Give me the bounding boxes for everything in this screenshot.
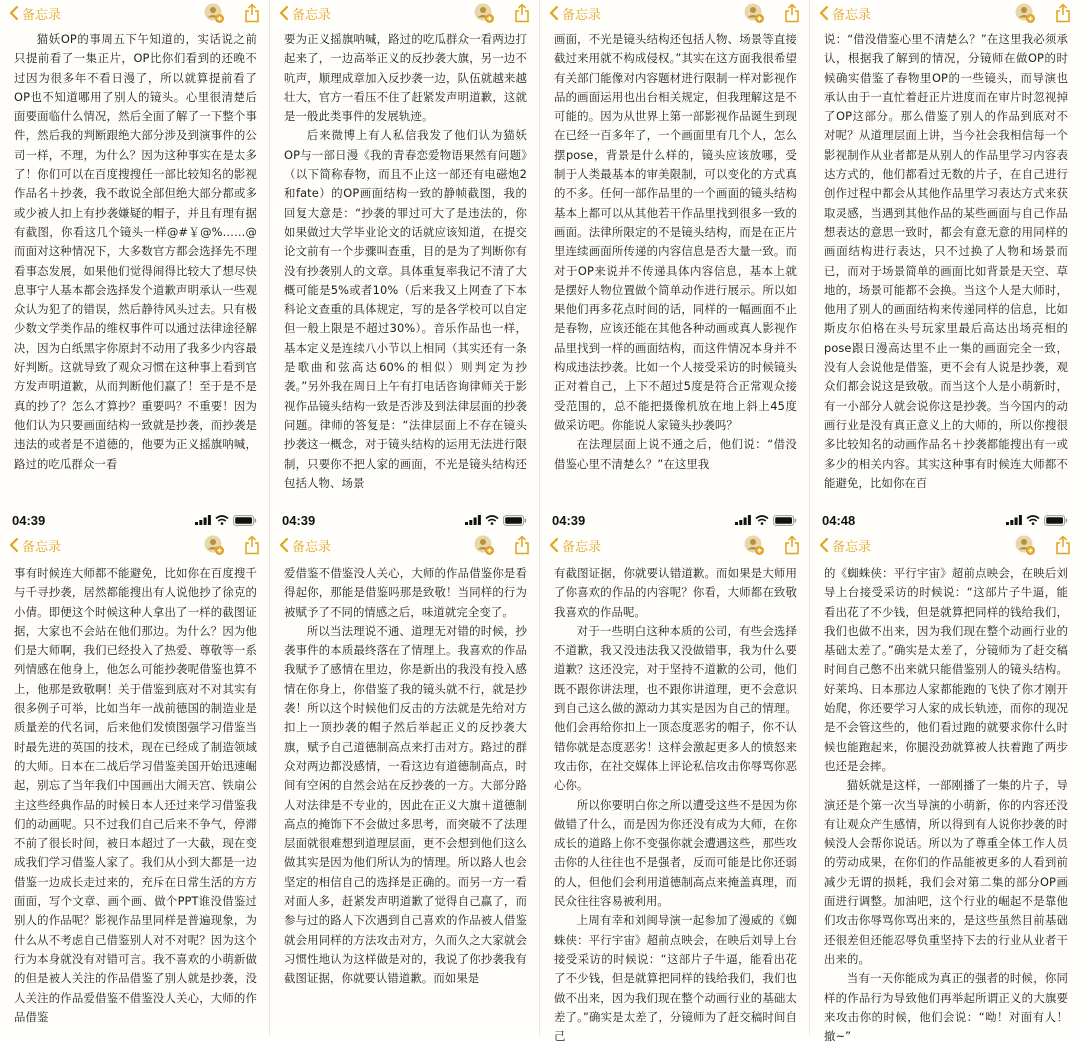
status-time: 04:39	[282, 512, 316, 528]
back-label: 备忘录	[832, 539, 872, 555]
signal-icon	[1006, 515, 1022, 525]
back-label: 备忘录	[292, 539, 332, 555]
paragraph: 猫妖就是这样，一部刚播了一集的片子，导演还是个第一次当导演的小萌新，你的内容还没有让观众产生感情，所以得到有人说你抄袭的时候没人会帮你说话。所以为了尊重全体工作人员的劳动成果，在你们的作品能被更多的人看到前减少无谓的损耗，我们会对第二集的部分OP画面进行调整。加油吧，这个行业的崛起不是靠他们攻击你辱骂你骂出来的，是这些虽然目前基础还很差但还能忍辱负重坚持下去的行业从业者干出来的。	[824, 778, 1068, 966]
chevron-left-icon	[818, 537, 830, 553]
back-button[interactable]	[8, 4, 61, 23]
share-icon	[243, 3, 261, 23]
back-button[interactable]	[548, 4, 601, 23]
back-label: 备忘录	[562, 7, 602, 23]
person-add-icon	[1014, 2, 1036, 24]
person-add-icon	[203, 534, 225, 556]
memo-text[interactable]	[14, 564, 257, 1036]
add-people-button[interactable]	[473, 534, 495, 556]
status-bar	[540, 508, 809, 532]
share-icon	[1054, 3, 1072, 23]
signal-icon	[195, 515, 211, 525]
person-add-icon	[203, 2, 225, 24]
paragraph: 在法理层面上说不通之后，他们说：“借没借鉴心里不清楚么？”在这里我	[554, 437, 797, 471]
nav-bar	[0, 0, 269, 26]
status-time: 04:39	[12, 512, 46, 528]
share-button[interactable]	[1054, 3, 1072, 23]
nav-bar	[270, 532, 539, 558]
nav-bar	[270, 0, 539, 26]
share-icon	[513, 3, 531, 23]
share-button[interactable]	[513, 535, 531, 555]
paragraph: 所以你要明白你之所以遭受这些不是因为你做错了什么，而是因为你还没有成为大师，在你成长的道路上你不变强你就会遭遇这些，那些攻击你的人往往也不是强者，反而可能是比你还弱的人，但他们会利用道德制高点来掩盖真理，而民众往往容易被利用。	[554, 797, 797, 909]
paragraph: 事有时候连大师都不能避免，比如你在百度搜千与千寻抄袭，居然都能搜出有人说他抄了徐克的小倩。即便这个时候这种人拿出了一样的截图证据，大家也不会站在他们那边。为什么？因为他们是大师啊，我们已经投入了热爱、尊敬等一系列情感在他身上，他怎么可能抄袭呢借鉴也算不上，他那是致敬啊！关于借鉴到底对不对其实有很多例子可举，比如当年一战前德国的制造业是质量差的代名词，后来他们发愤图强学习借鉴当时最先进的英国的技术，现在已经成了制造领域的大师。日本在二战后学习借鉴美国开始迅速崛起，别忘了当年我们中国画出大闹天宫、铁扇公主这些经典作品的时候日本人还过来学习借鉴我们的动画呢。只不过我们自己后来不争气，停滞不前了很长时间，被日本超过了一大截，现在变成我们学习借鉴人家了。我们从小到大都是一边借鉴一边成长走过来的，充斥在日常生活的方方面面，写个文章、画个画、做个PPT谁没借鉴过别人的作品呢？影视作品里同样是普遍现象，为什么从不考虑自己借鉴别人对不对呢？因为这个行为本身就没有对错可言。我不喜欢的小萌新做的但是被人关注的作品借鉴了别人就是抄袭，没人关注的作品爱借鉴不借鉴没人关心，大师的作品借鉴	[14, 566, 257, 1024]
chevron-left-icon	[818, 5, 830, 21]
share-icon	[243, 535, 261, 555]
chevron-left-icon	[278, 537, 290, 553]
nav-bar	[540, 0, 809, 26]
person-add-icon	[743, 2, 765, 24]
chevron-left-icon	[278, 5, 290, 21]
battery-icon	[773, 515, 797, 526]
share-icon	[783, 3, 801, 23]
add-people-button[interactable]	[1014, 534, 1036, 556]
person-add-icon	[1014, 534, 1036, 556]
add-people-button[interactable]	[743, 534, 765, 556]
memo-text[interactable]	[824, 30, 1068, 508]
share-icon	[1054, 535, 1072, 555]
nav-bar	[810, 0, 1080, 26]
signal-icon	[735, 515, 751, 525]
back-label: 备忘录	[292, 7, 332, 23]
person-add-icon	[743, 534, 765, 556]
memo-text[interactable]	[284, 564, 527, 1036]
back-label: 备忘录	[22, 7, 62, 23]
back-button[interactable]	[548, 536, 601, 555]
status-time: 04:48	[822, 512, 856, 528]
paragraph: 的《蜘蛛侠：平行宇宙》超前点映会，在映后刘导上台接受采访的时候说：“这部片子牛逼，能看出花了不少钱，但是就算把同样的钱给我们，我们也做不出来，因为我们现在整个动画行业的基础太差了。”确实是太差了，分镜师为了赶交稿时间自己憋不出来就只能借鉴别人的镜头结构。好莱坞、日本那边人家都能跑的飞快了你才刚开始爬，你还要学习人家的成长轨迹，而你的现况是不会管这些的，他们看过跑的就要求你什么时候也能跑起来，你腿没劲就算被人扶着跑了两步也还是会摔。	[824, 566, 1068, 773]
back-label: 备忘录	[22, 539, 62, 555]
memo-text[interactable]	[14, 30, 257, 508]
share-button[interactable]	[783, 3, 801, 23]
back-button[interactable]	[8, 536, 61, 555]
share-button[interactable]	[513, 3, 531, 23]
memo-screen-6	[270, 508, 540, 1036]
person-add-icon	[473, 534, 495, 556]
share-button[interactable]	[243, 535, 261, 555]
wifi-icon	[755, 515, 769, 525]
add-people-button[interactable]	[203, 2, 225, 24]
memo-screen-3	[540, 0, 810, 508]
memo-screen-4	[810, 0, 1080, 508]
memo-text[interactable]	[554, 564, 797, 1044]
paragraph: 上周有幸和刘闽导演一起参加了漫威的《蜘蛛侠：平行宇宙》超前点映会，在映后刘导上台接受采访的时候说：“这部片子牛逼，能看出花了不少钱，但是就算把同样的钱给我们，我们也做不出来，因为我们现在整个动画行业的基础太差了。”确实是太差了，分镜师为了赶交稿时间自己	[554, 913, 797, 1044]
battery-icon	[1044, 515, 1068, 526]
memo-text[interactable]	[284, 30, 527, 508]
status-time: 04:39	[552, 512, 586, 528]
paragraph: 当有一天你能成为真正的强者的时候，你同样的作品行为导致他们再举起所谓正义的大旗要来攻击你的时候，他们会说：“呦！对面有人！撤~”	[824, 971, 1068, 1044]
back-button[interactable]	[278, 536, 331, 555]
chevron-left-icon	[8, 537, 20, 553]
nav-bar	[0, 532, 269, 558]
share-button[interactable]	[1054, 535, 1072, 555]
paragraph: 爱借鉴不借鉴没人关心，大师的作品借鉴你是看得起你，那能是借鉴吗那是致敬！当同样的行为被赋予了不同的情感之后，味道就完全变了。	[284, 566, 527, 619]
battery-icon	[233, 515, 257, 526]
nav-bar	[810, 532, 1080, 558]
back-button[interactable]	[278, 4, 331, 23]
memo-screen-5	[0, 508, 270, 1036]
share-button[interactable]	[783, 535, 801, 555]
add-people-button[interactable]	[743, 2, 765, 24]
share-button[interactable]	[243, 3, 261, 23]
status-bar	[810, 508, 1080, 532]
add-people-button[interactable]	[1014, 2, 1036, 24]
paragraph: 猫妖OP的事周五下午知道的，实话说之前只提前看了一集正片，OP比你们看到的还晚不过因为很多年不看日漫了，所以就算提前看了OP也不知道哪用了别人的镜头。心里很清楚后面要面临什么情况，然后全面了解了一下整个事件，然后我的判断跟绝大部分涉及到演事件的公司一样，不理，为什么？因为这种事实在是太多了！你们可以在百度搜搜任一部比较知名的影视作品名＋抄袭，我不敢说全部但绝大部分都或多或少被人扣上有抄袭嫌疑的帽子，并且有理有据有截图，你看这几个镜头一样@#￥@%……@而面对这种情况下，大多数官方都会选择先不理看事态发展，如果他们觉得闹得比较大了想尽快息事宁人基本都会选择发个道歉声明承认一些观众认为犯了的错误，然后静待风头过去。只有极少数文学类作品的维权事件可以通过法律途径解决，因为白纸黑字你原封不动用了我多少内容最好判断。这就导致了观众习惯在这种事上看到官方发声明道歉，从而判断他们赢了！至于是不是真的抄了？怎么才算抄？重要吗？不重要！因为他们认为只要画面结构一致就是抄袭，而抄袭是违法的或者是不道德的，他要为正义摇旗呐喊，路过的吃瓜群众一看	[14, 32, 257, 471]
add-people-button[interactable]	[203, 534, 225, 556]
back-label: 备忘录	[832, 7, 872, 23]
battery-icon	[503, 515, 527, 526]
memo-screen-8	[810, 508, 1080, 1044]
person-add-icon	[473, 2, 495, 24]
nav-bar	[540, 532, 809, 558]
paragraph: 所以当法理说不通、道理无对错的时候，抄袭事件的本质最终落在了情理上。我喜欢的作品我赋予了感情在里边，你是新出的我没有投入感情在你身上，你借鉴了我的镜头就不行，就是抄袭！所以这个时候他们反击的方法就是先给对方扣上一顶抄袭的帽子然后举起正义的反抄袭大旗，赋予自己道德制高点来打击对方。路过的群众对两边都没感情，一看这边有道德制高点，时间有空闲的自然会站在反抄袭的一方。大部分路人对法律是不专业的，因此在正义大旗＋道德制高点的掩饰下不会做过多思考，而突破不了法理层面就很难想到道理层面，更不会想到他们这么做其实是因为他们所认为的情理。所以路人也会坚定的相信自己的选择是正确的。而另一方一看对面人多，赶紧发声明道歉了觉得自己赢了，而参与过的路人下次遇到自己喜欢的作品被人借鉴就会用同样的方法攻击对方，久而久之大家就会习惯性地认为这样做是对的，我说了你抄袭我有截图证据，你就要认错道歉。而如果是	[284, 623, 527, 986]
wifi-icon	[215, 515, 229, 525]
status-bar	[0, 508, 269, 532]
paragraph: 说：“借没借鉴心里不清楚么？”在这里我必须承认，根据我了解到的情况，分镜师在做OP的时候确实借鉴了春物里OP的一些镜头，而导演也承认由于一直忙着赶正片进度而在审片时忽视掉了OP这部分。那么借鉴了别人的作品到底对不对呢？从道理层面上讲，当今社会我相信每一个影视制作从业者都是从别人的作品里学习内容表达方式的，他们都看过无数的片子，在自己进行创作过程中都会从其他作品里学习表达方式来获取灵感，当遇到其他作品的某些画面与自己作品想表达的意思一致时，都会有意无意的用同样的画面结构进行表达，只不过换了人物和场景而已，而对于场景简单的画面比如背景是天空、草地的，场景可能都不会换。当这个人是大师时，他用了别人的画面结构来传递同样的信息，比如斯皮尔伯格在头号玩家里最后高达出场亮相的pose跟日漫高达里不止一集的画面完全一致，没有人会说他是借鉴，更不会有人说是抄袭，观众们都会说这是致敬。而当这个人是小萌新时，有一小部分人就会说你这是抄袭。当今国内的动画行业是没有真正意义上的大师的，所以你搜很多比较知名的动画作品名＋抄袭都能搜出有一或多少的相关内容。其实这种事有时候连大师都不能避免，比如你在百	[824, 32, 1068, 490]
memo-screen-2	[270, 0, 540, 508]
memo-text[interactable]	[824, 564, 1068, 1044]
paragraph: 后来微博上有人私信我发了他们认为猫妖OP与一部日漫《我的青春恋爱物语果然有问题》（以下简称春物，而且不止这一部还有电磁炮2和fate）的OP画面结构一致的静帧截图，我的回复大意是：“抄袭的罪过可大了是违法的，你如果做过大学毕业论文的话就应该知道，在提交论文前有一个步骤叫查重，目的是为了判断你有没有抄袭别人的文章。具体重复率我记不清了大概可能是5%或者10%（后来我又上网查了下本科论文查重的具体规定，写的是各学校可以自定但一般上限是不超过30%）。音乐作品也一样，基本定义是连续八小节以上相同（其实还有一条是歌曲和弦高达60%的相似）则判定为抄袭。”另外我在周日上午有打电话咨询律师关于影视作品镜头结构一致是否涉及到法律层面的抄袭问题。律师的答复是：“法律层面上不存在镜头抄袭这一概念，对于镜头结构的运用无法进行限制，只要你不把人家的画面，不光是镜头结构还包括人物、场景	[284, 128, 527, 490]
wifi-icon	[485, 515, 499, 525]
chevron-left-icon	[8, 5, 20, 21]
share-icon	[783, 535, 801, 555]
memo-screen-1	[0, 0, 270, 508]
status-bar	[270, 508, 539, 532]
share-icon	[513, 535, 531, 555]
back-button[interactable]	[818, 536, 871, 555]
chevron-left-icon	[548, 5, 560, 21]
paragraph: 对于一些明白这种本质的公司，有些会选择不道歉，我又没违法我又没做错事，我为什么要道歉？这还没完，对于坚持不道歉的公司，他们既不跟你讲法理，也不跟你讲道理，更不会意识到自己这么做的源动力其实是因为自己的情理。他们会再给你扣上一顶态度恶劣的帽子，你不认错你就是态度恶劣！这样会激起更多人的愤怒来攻击你，在社交媒体上评论私信攻击你辱骂你恶心你。	[554, 623, 797, 793]
paragraph: 画面，不光是镜头结构还包括人物、场景等直接截过来用就不构成侵权。”其实在这方面我很希望有关部门能像对内容题材进行限制一样对影视作品的画面运用也出台相关规定，但我理解这是不可能的。因为从世界上第一部影视作品诞生到现在已经一百多年了，一个画面里有几个人，怎么摆pose，背景是什么样的，镜头应该放哪，受制于人类最基本的审美限制，可以变化的方式真的不多。任何一部作品里的一个画面的镜头结构基本上都可以从其他若干作品里找到很多一致的画面。法律所限定的不是镜头结构，而是在正片里连续画面所传递的内容信息是否大量一致。而对于OP来说并不传递具体内容信息，基本上就是摆好人物位置做个简单动作进行展示。所以如果他们再多花点时间的话，同样的一幅画面不止是春物，应该还能在其他各种动画或真人影视作品里找到一样的画面结构，而这件情况本身并不构成违法抄袭。比如一个人接受采访的时候镜头正对着自己，上下不超过5度是符合正常观众接受范围的，总不能把摄像机放在地上斜上45度做采访吧。你能说人家镜头抄袭吗？	[554, 32, 797, 432]
back-button[interactable]	[818, 4, 871, 23]
memo-text[interactable]	[554, 30, 797, 508]
add-people-button[interactable]	[473, 2, 495, 24]
paragraph: 有截图证据，你就要认错道歉。而如果是大师用了你喜欢的作品的内容呢？你看，大师都在致敬我喜欢的作品呢。	[554, 566, 797, 619]
wifi-icon	[1026, 515, 1040, 525]
paragraph: 要为正义摇旗呐喊，路过的吃瓜群众一看两边打起来了，一边高举正义的反抄袭大旗，另一边不吭声，顺理成章加入反抄袭一边，队伍就越来越壮大，官方一看压不住了赶紧发声明道歉，这就是一般此类事件的发展轨迹。	[284, 32, 527, 124]
chevron-left-icon	[548, 537, 560, 553]
back-label: 备忘录	[562, 539, 602, 555]
memo-screen-7	[540, 508, 810, 1044]
signal-icon	[465, 515, 481, 525]
